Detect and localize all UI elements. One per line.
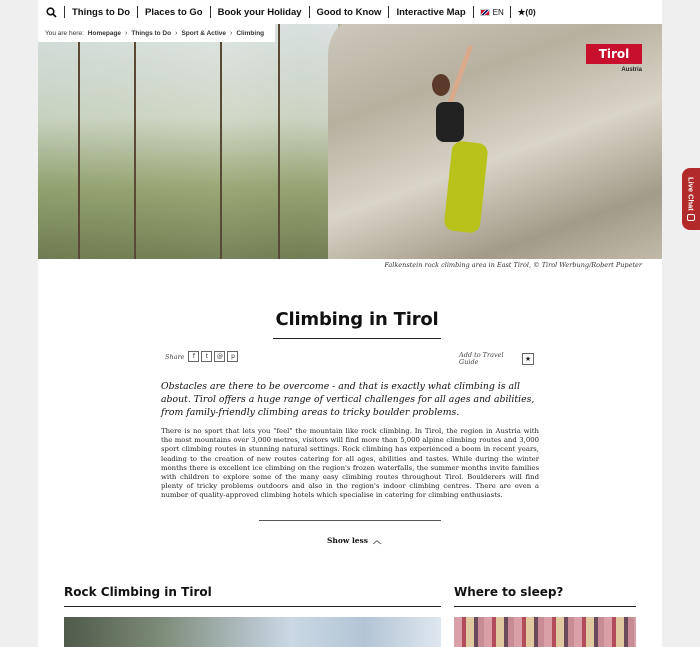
tirol-logo-subtitle: Austria (621, 67, 642, 73)
nav-interactive-map[interactable]: Interactive Map (396, 6, 466, 18)
title-underline (273, 338, 441, 339)
twitter-icon[interactable]: t (201, 351, 212, 362)
chevron-right-icon: › (125, 29, 128, 37)
nav-places-to-go[interactable]: Places to Go (145, 6, 203, 18)
where-to-sleep-thumbnail[interactable] (454, 617, 636, 647)
share-label: Share (165, 352, 185, 361)
favorites-button[interactable] (511, 7, 543, 18)
share-bar (165, 351, 240, 362)
tree-trunk (278, 24, 280, 259)
article-body: There is no sport that lets you "feel" the mountain like rock climbing. In Tirol, the region in Austria with the most mountains over 3,000 metres, visitors will find more than 5,000 alpine climbing routes and 3,000 sport climbing routes in stunning natural settings. Rock climbing has experienced a boom in recent years, leading to the creation of new routes catering for all ages, abilities and tastes. While during the winter months there is excellent ice climbing on the region's frozen waterfalls, the summer months invite families with children to explore some of the many easy climbing routes throughout Tirol. Boulderers will find plenty of tricky problems outdoors and also in the region's indoor climbing centres. There are even a number of quality-approved climbing hotels which specialise in catering for climbing enthusiasts. (161, 427, 539, 500)
print-icon[interactable]: p (227, 351, 238, 362)
add-to-guide-star-icon[interactable]: ★ (522, 353, 534, 365)
chevron-right-icon: › (175, 29, 178, 37)
section-underline (454, 606, 636, 607)
tirol-logo[interactable]: Tirol (586, 44, 642, 64)
rock-climbing-thumbnail[interactable] (64, 617, 441, 647)
show-less-button[interactable] (327, 535, 381, 546)
breadcrumb-prefix: You are here: (45, 29, 84, 37)
search-icon[interactable] (38, 0, 64, 24)
hero-caption: Falkenstein rock climbing area in East Tirol, © Tirol Werbung/Robert Pupeter (384, 261, 642, 269)
chevron-up-icon: ︿ (373, 535, 382, 545)
breadcrumb-things-to-do[interactable]: Things to Do (131, 29, 172, 37)
live-chat-label: Live Chat (686, 177, 696, 211)
hero-image (38, 24, 662, 259)
show-less-label: Show less (327, 536, 369, 545)
tree-trunk (220, 24, 222, 259)
article-lead: Obstacles are there to be overcome - and that is exactly what climbing is all about. Tirol offers a huge range of vertical challenges for all ages and abilities, from family-friendly climbing areas to tricky boulder problems. (161, 381, 535, 418)
climber-body (436, 102, 464, 142)
chat-bubble-icon (687, 214, 695, 221)
breadcrumb (38, 24, 275, 42)
nav-book-your-holiday[interactable]: Book your Holiday (217, 6, 302, 18)
live-chat-button[interactable] (682, 168, 700, 230)
breadcrumb-homepage[interactable]: Homepage (87, 29, 122, 37)
page-container (38, 0, 662, 647)
email-icon[interactable]: @ (214, 351, 225, 362)
nav-good-to-know[interactable]: Good to Know (316, 6, 382, 18)
section-title-where-to-sleep: Where to sleep? (454, 585, 564, 599)
tree-trunk (134, 24, 136, 259)
breadcrumb-climbing: Climbing (236, 29, 265, 37)
facebook-icon[interactable]: f (188, 351, 199, 362)
uk-flag-icon (480, 9, 490, 16)
chevron-right-icon: › (229, 29, 233, 37)
nav-things-to-do[interactable]: Things to Do (72, 6, 131, 18)
section-title-rock-climbing: Rock Climbing in Tirol (64, 585, 212, 599)
hero-forest (38, 24, 338, 259)
page-title: Climbing in Tirol (275, 309, 439, 330)
star-icon: ★ (517, 6, 526, 17)
section-underline (64, 606, 441, 607)
add-to-guide-label[interactable]: Add to Travel Guide (459, 351, 504, 366)
tree-trunk (78, 24, 80, 259)
top-navigation (38, 0, 662, 24)
climber-head (432, 74, 450, 96)
breadcrumb-sport-active[interactable]: Sport & Active (181, 29, 226, 37)
language-selector[interactable] (474, 8, 510, 17)
divider (259, 520, 441, 521)
language-label: EN (492, 7, 504, 17)
favorites-count: (0) (525, 6, 536, 17)
